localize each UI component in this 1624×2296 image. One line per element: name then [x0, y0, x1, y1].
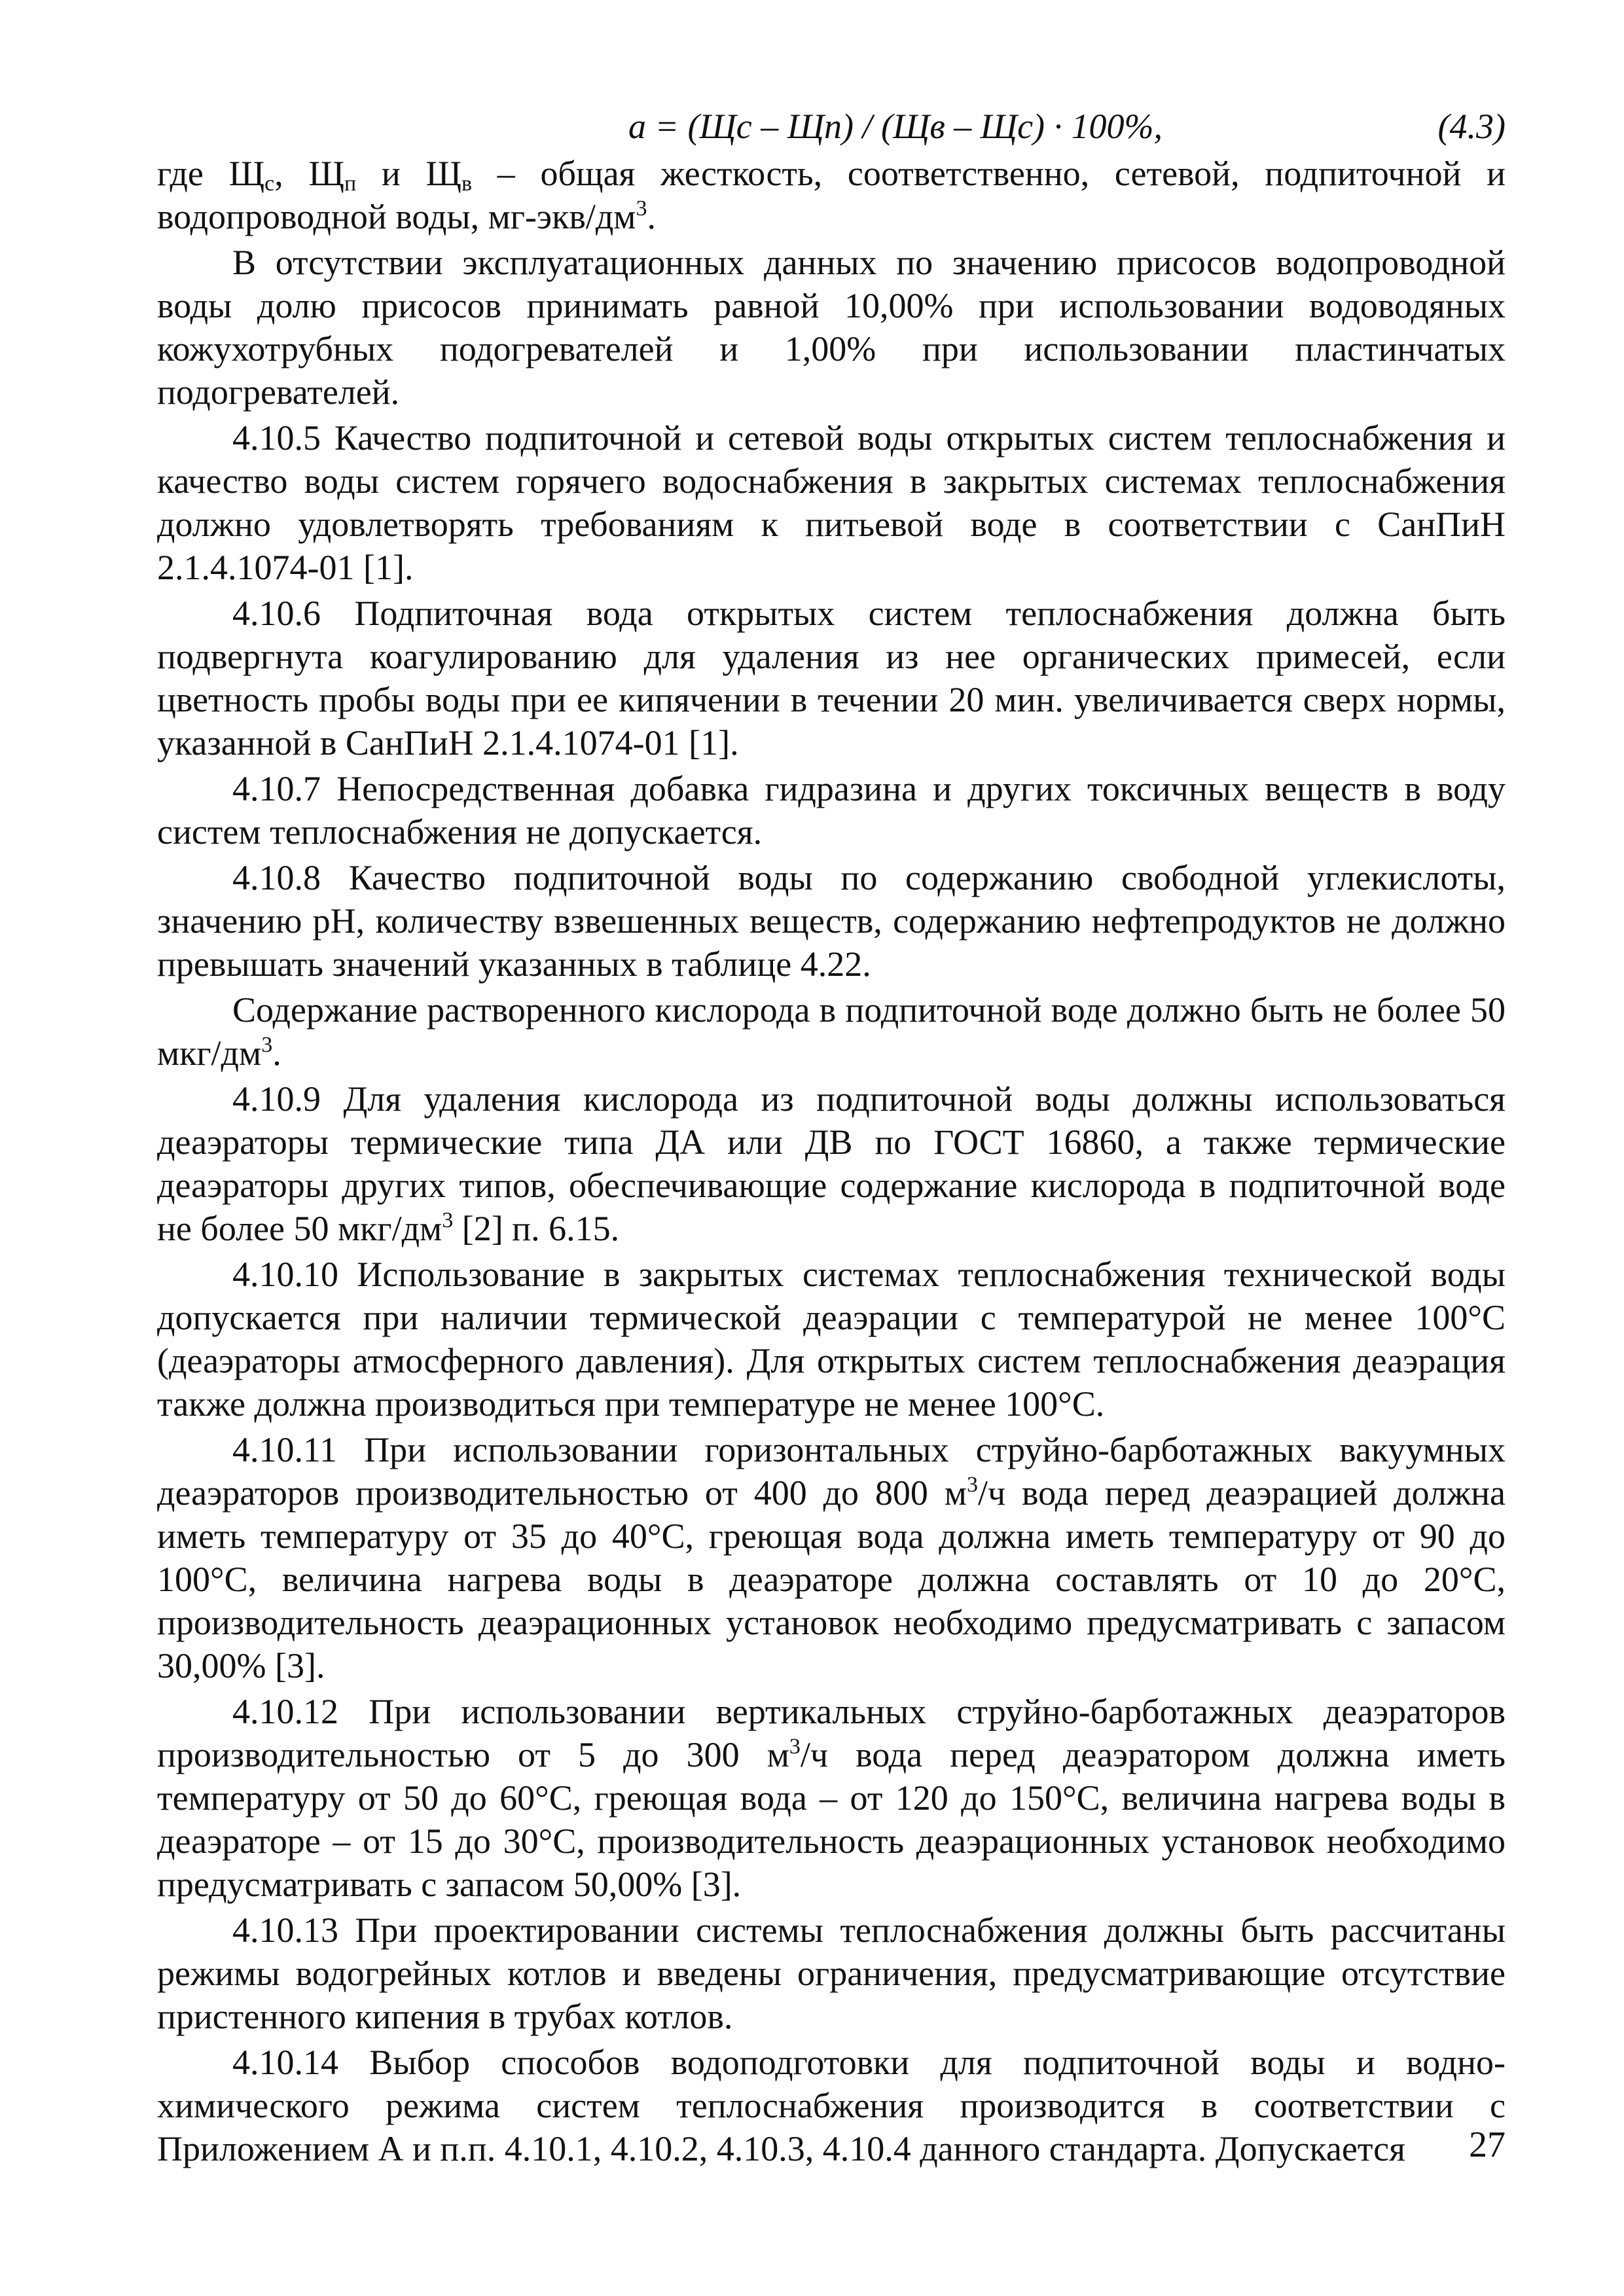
paragraph-4-10-10: 4.10.10 Использование в закрытых системах теплоснабжения технической воды допускается при наличии термической деаэрации с температурой не менее 100°С (деаэраторы атмосферного давления). Для открытых систем теплоснабжения деаэрация также должна производиться при температуре не менее 100°С.	[157, 1255, 1506, 1424]
paragraph-4-10-12: 4.10.12 При использовании вертикальных струйно-барботажных деаэраторов производительностью от 5 до 300 $м^3/ч$ вода перед деаэратором должна иметь температуру от 50 до 60°С, греющая вода – от 120 до 150°С, величина нагрева воды в деаэраторе – от 15 до 30°С, производительность деаэрационных установок необходимо предусматривать с запасом 50,00% [3].	[157, 1692, 1506, 1904]
paragraph-4-10-6: 4.10.6 Подпиточная вода открытых систем теплоснабжения должна быть подвергнута коагулированию для удаления из нее органических примесей, если цветность пробы воды при ее кипячении в течении 20 мин. увеличивается сверх нормы, указанной в СанПиН 2.1.4.1074-01 [1].	[157, 594, 1506, 762]
paragraph-4-10-5: 4.10.5 Качество подпиточной и сетевой воды открытых систем теплоснабжения и качество воды систем горячего водоснабжения в закрытых системах теплоснабжения должно удовлетворять требованиям к питьевой воде в соответствии с СанПиН 2.1.4.1074-01 [1].	[157, 418, 1506, 587]
paragraph-4-10-9: 4.10.9 Для удаления кислорода из подпиточной воды должны использоваться деаэраторы термические типа ДА или ДВ по ГОСТ 16860, а также термические деаэраторы других типов, обеспечивающие содержание кислорода в подпиточной воде не более 50 мкг/$дм^3$ [2] п. 6.15.	[157, 1079, 1506, 1248]
paragraph-4-10-11: 4.10.11 При использовании горизонтальных струйно-барботажных вакуумных деаэраторов производительностью от 400 до 800 $м^3/ч$ вода перед деаэрацией должна иметь температуру от 35 до 40°С, греющая вода должна иметь температуру от 90 до 100°С, величина нагрева воды в деаэраторе должна составлять от 10 до 20°С, производительность деаэрационных установок необходимо предусматривать с запасом 30,00% [3].	[157, 1430, 1506, 1685]
paragraph-4-10-7: 4.10.7 Непосредственная добавка гидразина и других токсичных веществ в воду систем теплоснабжения не допускается.	[157, 769, 1506, 852]
paragraph-4-10-14: 4.10.14 Выбор способов водоподготовки для подпиточной воды и водно-химического режима систем теплоснабжения производится в соответствии с Приложением А и п.п. 4.10.1, 4.10.2, 4.10.3, 4.10.4 данного стандарта. Допускается	[157, 2043, 1506, 2168]
paragraph-4-10-8: 4.10.8 Качество подпиточной воды по содержанию свободной углекислоты, значению рН, количеству взвешенных веществ, содержанию нефтепродуктов не должно превышать значений указанных в таблице 4.22.	[157, 858, 1506, 984]
paragraph-4-10-13: 4.10.13 При проектировании системы теплоснабжения должны быть рассчитаны режимы водогрейных котлов и введены ограничения, предусматривающие отсутствие пристенного кипения в трубах котлов.	[157, 1910, 1506, 2036]
formula-number: (4.3)	[1437, 107, 1506, 146]
formula-explanation: где $Щ_с$, $Щ_п$ и $Щ_в$ – общая жесткость, соответственно, сетевой, подпиточной и водопроводной воды, $мг-экв/дм^3$.	[157, 154, 1506, 236]
document-page	[157, 105, 1506, 2170]
page-number: 27	[1469, 2125, 1506, 2165]
formula-expression: a = (Щс – Щп) / (Щв – Щс) · 100%,	[628, 107, 1163, 146]
formula-4-3	[157, 105, 1506, 152]
paragraph-oxygen: Содержание растворенного кислорода в подпиточной воде должно быть не более 50 мкг/$дм^3$.	[157, 990, 1506, 1073]
paragraph-absence: В отсутствии эксплуатационных данных по значению присосов водопроводной воды долю присосов принимать равной 10,00% при использовании водоводяных кожухотрубных подогревателей и 1,00% при использовании пластинчатых подогревателей.	[157, 243, 1506, 412]
